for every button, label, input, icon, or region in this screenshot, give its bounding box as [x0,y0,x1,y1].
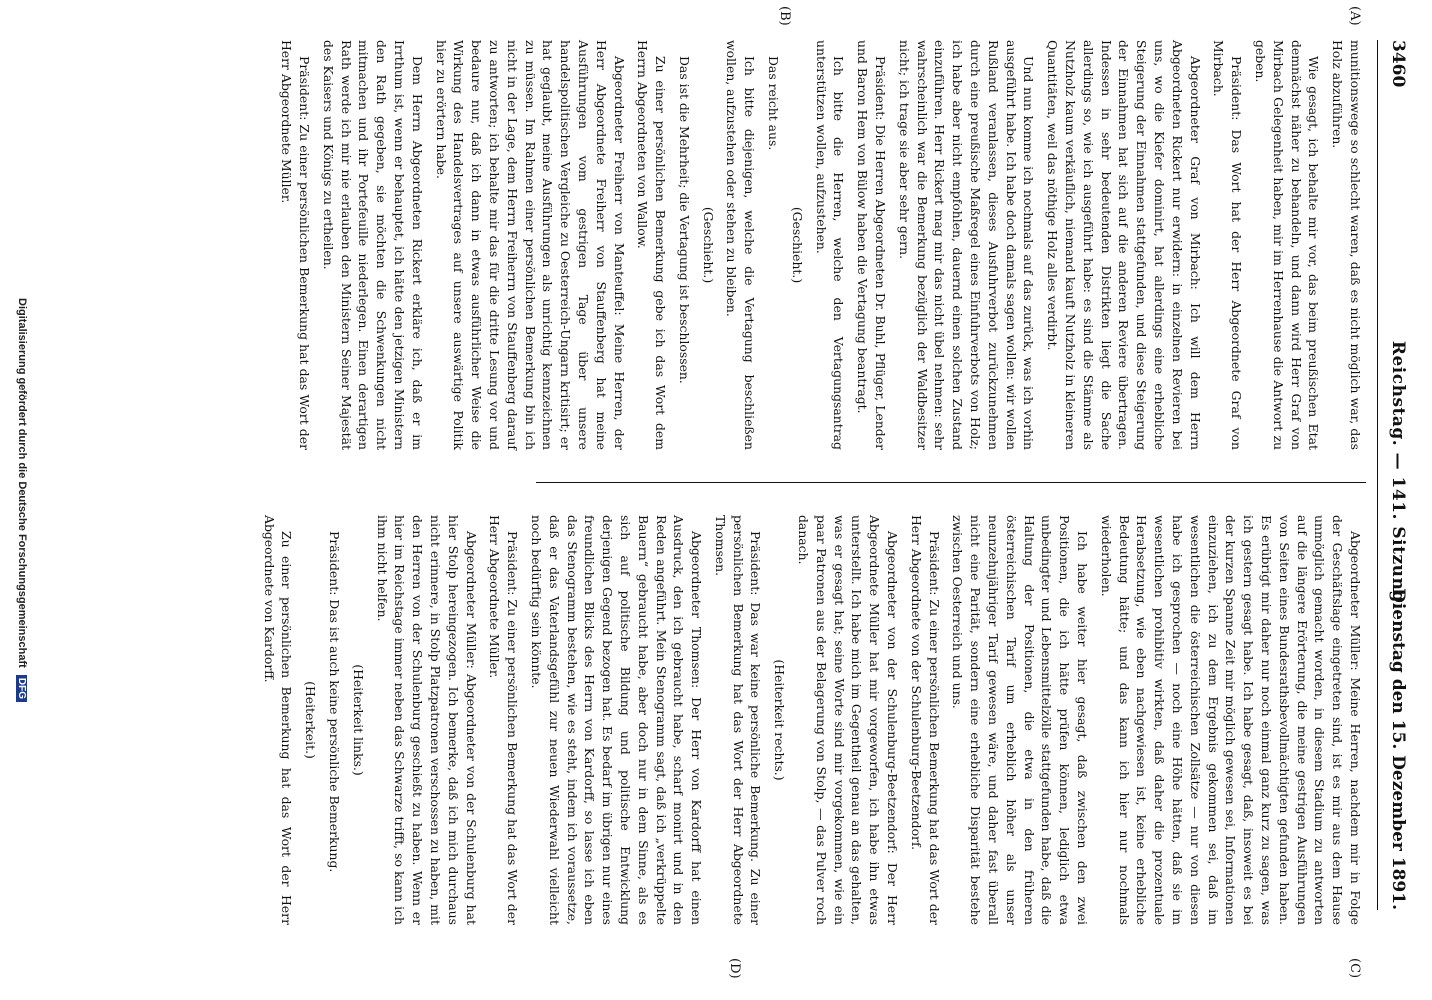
paragraph: Abgeordneter Müller: Meine Herren, nachdem mir in Folge der Geschäftslage eingetreten sind, ist es mir aus dem Hause unmöglich gemacht worden, in diesem Stadium zu antworten auf die längere Erörterung, die meine gestrigen Ausführungen von Seiten eines Bundesrathsbevollmächtigten gefunden haben. Es erübrigt mir daher nur noch einmal ganz kurz zu sagen, was ich gestern gesagt habe. Ich habe gesagt, daß, insoweit es bei der kurzen Spanne Zeit mir möglich gewesen sei, Informationen einzuziehen, ich zu dem Ergebnis gekommen sei, daß im wesentlichen die österreichischen Zollsätze — nur von diesen habe ich gesprochen — noch eine Höhe hätten, daß sie im wesentlichen prohibitiv wirkten, daß daher die prozentuale Herabsetzung, wie eben nachgewiesen ist, keine erhebliche Bedeutung hätte; und das kann ich hier nur nochmals wiederholen. [1098,515,1363,925]
margin-marker-d: (D) [727,958,742,979]
paragraph: Ich bitte die Herren, welche den Vertagungsantrag unterstützen wollen, aufzustehen. [813,40,847,450]
paragraph: Wie gesagt, ich behalte mir vor, das beim preußischen Etat demnächst näher zu behandeln, und dann wird Herr Graf von Mirbach Gelegenheit haben, mir im Herrenhause die Antwort zu geben. [1253,40,1322,450]
margin-marker-c: (C) [1347,958,1362,979]
stage-direction: (Heiterkeit rechts.) [772,659,788,781]
footer-text: Digitalisierung gefördert durch die Deutsche Forschungsgemeinschaft [16,298,28,668]
paragraph: Präsident: Das Wort hat der Herr Abgeordnete Graf von Mirbach. [1211,40,1245,450]
dfg-logo-icon: DFG [16,675,27,702]
paragraph: Ich bitte diejenigen, welche die Vertagung beschließen wollen, aufzustehen oder stehen zu bleiben. [724,40,758,450]
stage-direction: (Heiterkeit links.) [350,664,366,776]
right-column [254,515,1364,925]
stage-direction: (Geschieht.) [700,206,716,284]
paragraph: Abgeordneter Freiherr von Manteuffel: Meine Herren, der Herr Abgeordnete Freiherr von Stauffenberg hat meine Ausführungen vom gestrigen Tage über unsere handelspolitischen Vergleiche zu Oesterreich-Ungarn kritisirt; er hat geglaubt, meine Ausführungen als unrichtig kennzeichnen zu müssen. Im Rahmen einer persönlichen Bemerkung bin ich nicht in der Lage, dem Herrn Freiherrn von Stauffenberg darauf zu antworten; ich behalte mir das für die dritte Lesung vor und bedaure nur, daß ich dann in etwas ausführlicher Weise die Wirkung des Handelsvertrages auf unsere auswärtige Politik hier zu erörtern habe. [433,40,627,450]
paragraph: Präsident: Zu einer persönlichen Bemerkung hat das Wort der Herr Abgeordnete Müller. [487,515,521,925]
paragraph: Präsident: Das war keine persönliche Bemerkung. Zu einer persönlichen Bemerkung hat das Wort der Herr Abgeordnete Thomsen. [712,515,764,925]
left-column [271,40,1364,450]
paragraph: Das reicht aus. [766,56,782,151]
paragraph: Zu einer persönlichen Bemerkung gebe ich das Wort dem Herrn Abgeordneten von Wallow. [635,40,669,450]
margin-marker-a: (A) [1347,6,1362,26]
column-divider [536,482,1366,483]
paragraph: Abgeordneter von der Schulenburg-Beetzendorf: Der Herr Abgeordnete Müller hat mir vorgeworfen, ich habe ihn etwas unterstellt. Ich habe mich im Gegentheil genau an das gehalten, was er gesagt hat; seine Worte sind mir vorgekommen, wie ein paar Patronen aus der Belagerung von Stolp, — das Pulver roch danach. [796,515,901,925]
paragraph: Abgeordneter Müller: Abgeordneter von der Schulenburg hat hier Stolp hereingezogen. Ich bemerke, daß ich mich durchaus nicht erinnere, in Stolp Platzpatronen verschossen zu haben, mit den Herren von der Schulenburg geschießt zu haben. Wenn er hier im Reichstage immer neben das Schwarze trifft, so kann ich ihm nicht helfen. [374,515,479,925]
stage-direction: (Geschieht.) [789,206,805,284]
paragraph: Präsident: Zu einer persönlichen Bemerkung hat das Wort der Herr Abgeordnete Müller. [279,40,312,450]
stage-direction: (Heiterkeit.) [303,681,319,759]
page-number: 3460 [1388,40,1408,88]
paragraph: Abgeordneter Thomsen: Der Herr von Kardorff hat einen Ausdruck, den ich gebraucht habe, scharf monirt und in den Reden angeführt. Mein Stenogramm sagt, daß ich „verkrüppelte Bauern“ gebraucht habe, aber doch nur in dem Sinne, als es sich auf politische Bildung und politische Entwicklung derjenigen Gegend bezogen hat. Es bedarf im übrigen nur eines freundlichen Blicks des Herrn von Kardorff, so lasse ich eben das Stenogramm bestehen, wie es steht, indem ich voraussetze, daß er das Vaterlandsgefühl zur neuen Wiederwahl vielleicht noch bedürftig sein könnte. [528,515,705,925]
paragraph: Zu einer persönlichen Bemerkung hat das Wort der Herr Abgeordnete von Kardorff. [261,515,295,925]
paragraph: munitionswege so schlecht waren, daß es nicht möglich war, das Holz abzuführen. [1330,40,1363,450]
paragraph: Präsident: Die Herren Abgeordneten Dr. Buhl, Pflüger, Lender und Baron Hem von Bülow haben die Vertagung beantragt. [855,40,889,450]
digitization-footer [16,0,28,1000]
paragraph: Abgeordneter Graf von Mirbach: Ich will dem Herrn Abgeordneten Rickert nur erwidern: in einzelnen Revieren bei uns, wo die Kiefer dominirt, hat allerdings eine erhebliche Steigerung der Einnahmen stattgefunden, und diese Steigerung der Einnahmen hat sich auf die anderen Reviere übertragen. Indessen in sehr bedeutenden Distrikten liegt die Sache allerdings so, wie ich ausgeführt habe: es sind die Stämme als Nutzholz kaum verkäuflich, niemand kauft Nutzholz in kleineren Quantitäten, weil das nöthige Holz alles verdirbt. [1045,40,1203,450]
paragraph: Präsident: Zu einer persönlichen Bemerkung hat das Wort der Herr Abgeordnete von der Schulenburg-Beetzendorf. [908,515,942,925]
paragraph: Ich habe weiter hier gesagt, daß zwischen den zwei Positionen, die ich hätte prüfen können, lediglich etwa unbedingter und Lebensmittelzölle stattgefunden habe, daß die Haltung der Positionen, die etwa in den früheren österreichischen Tarif um erheblich höher als unser neunzehnjähriger Tarif gewesen wäre, und daher fast überall nicht eine Parität, sondern eine erhebliche Disparität bestehe zwischen Oesterreich und uns. [950,515,1091,925]
page-header [1377,40,1414,910]
paragraph: Und nun komme ich nochmals auf das zurück, was ich vorhin ausgeführt habe. Ich habe doch damals sagen wollen: wir wollen Rußland veranlassen, dieses Ausfuhrverbot zurückzunehmen durch eine preußische Maßregel eines Einfuhrverbots von Holz; ich habe aber nicht empfohlen, dauernd einen solchen Zustand einzuführen. Herr Rickert mag mir das nicht übel nehmen: sehr wahrscheinlich war die Bemerkung bezüglich der Waldbesitzer nicht; ich trage sie aber sehr gern. [896,40,1037,450]
header-title: Reichstag. — 141. Sitzung. [1388,340,1408,610]
paragraph: Dem Herrn Abgeordneten Rickert erkläre ich, daß er im Irrthum ist, wenn er behauptet, ich hätte den jetzigen Ministern den Rath gegeben, sie möchten die Schwenkungen nicht mitmachen und ihr Portefeuille niederlegen. Einen derartigen Rath werde ich mir nie erlauben den Ministern Seiner Majestät des Kaisers und Königs zu ertheilen. [320,40,425,450]
header-date: Dienstag den 15. Dezember 1891. [1388,588,1408,910]
margin-marker-b: (B) [777,6,792,26]
paragraph: Das ist die Mehrheit; die Vertagung ist beschlossen. [676,56,692,384]
paragraph: Präsident: Das ist auch keine persönliche Bemerkung. [326,531,342,873]
